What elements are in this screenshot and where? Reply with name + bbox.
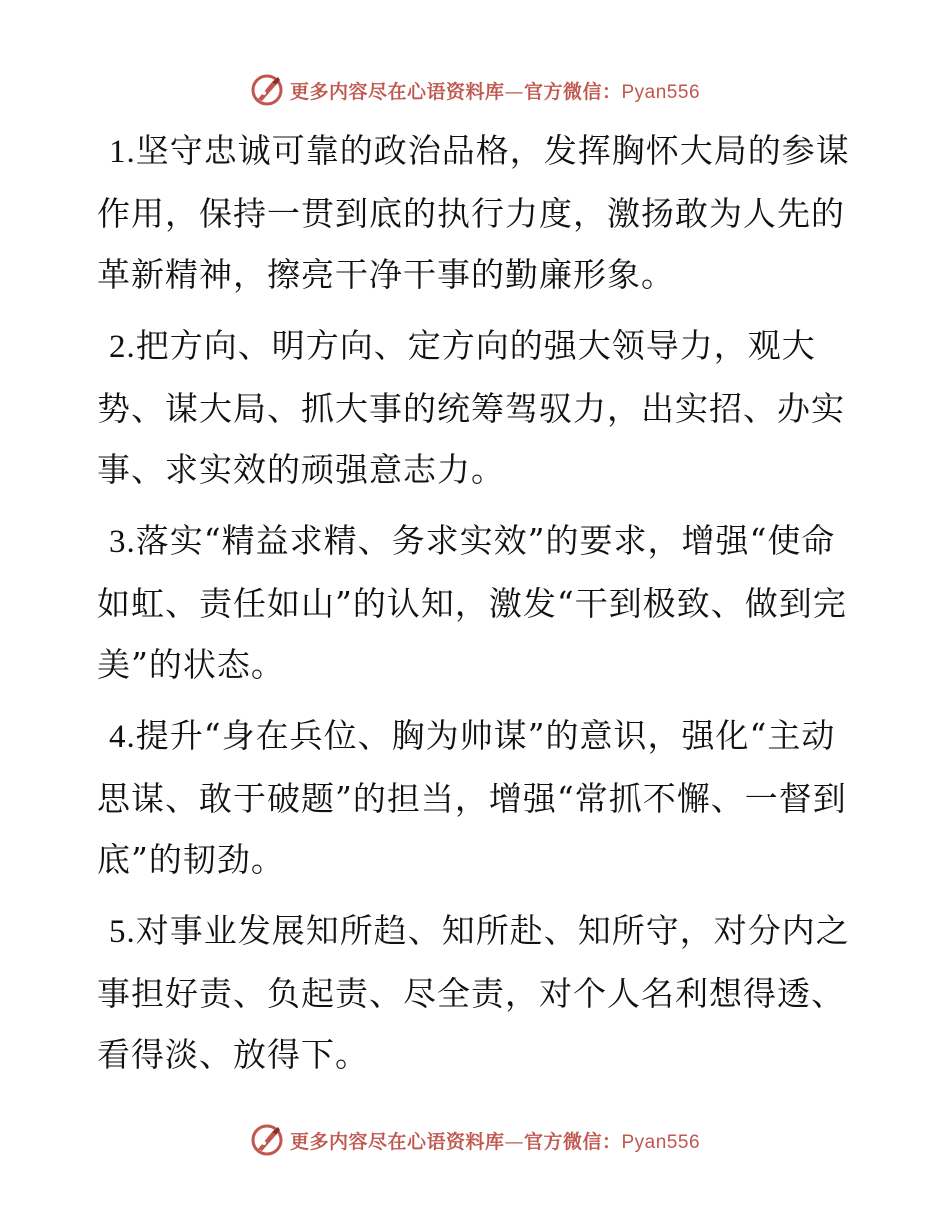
footer-watermark-banner [0, 1120, 950, 1160]
paragraph-text: 落实“精益求精、务求实效”的要求，增强“使命如虹、责任如山”的认知，激发“干到极致、做到完美”的状态。 [97, 521, 847, 684]
paragraph-text: 坚守忠诚可靠的政治品格，发挥胸怀大局的参谋作用，保持一贯到底的执行力度，激扬敢为人先的革新精神，擦亮干净干事的勤廉形象。 [97, 131, 850, 294]
paragraph-3 [97, 510, 857, 695]
paragraph-number: 2. [109, 329, 136, 365]
paragraph-5 [97, 900, 857, 1085]
paragraph-text: 把方向、明方向、定方向的强大领导力，观大势、谋大局、抓大事的统筹驾驭力，出实招、办实事、求实效的顽强意志力。 [97, 326, 845, 489]
header-watermark-text: 更多内容尽在心语资料库—官方微信：Pyan556 [289, 80, 701, 103]
paragraph-number: 1. [109, 134, 136, 170]
paragraph-text: 对事业发展知所趋、知所赴、知所守，对分内之事担好责、负起责、尽全责，对个人名利想得透、看得淡、放得下。 [97, 911, 850, 1074]
paragraph-number: 5. [109, 914, 136, 950]
footer-watermark-text: 更多内容尽在心语资料库—官方微信：Pyan556 [289, 1130, 701, 1153]
paragraph-2 [97, 315, 857, 500]
header-watermark-banner [0, 70, 950, 110]
quill-pen-logo-icon [250, 1123, 284, 1157]
paragraph-number: 3. [109, 524, 136, 560]
paragraph-4 [97, 705, 857, 890]
wechat-id: Pyan556 [621, 1131, 701, 1153]
paragraph-text: 提升“身在兵位、胸为帅谋”的意识，强化“主动思谋、敢于破题”的担当，增强“常抓不懈、一督到底”的韧劲。 [97, 716, 847, 879]
paragraph-number: 4. [109, 719, 136, 755]
quill-pen-logo-icon [250, 73, 284, 107]
wechat-id: Pyan556 [621, 81, 701, 103]
document-body [97, 120, 857, 1095]
paragraph-1 [97, 120, 857, 305]
